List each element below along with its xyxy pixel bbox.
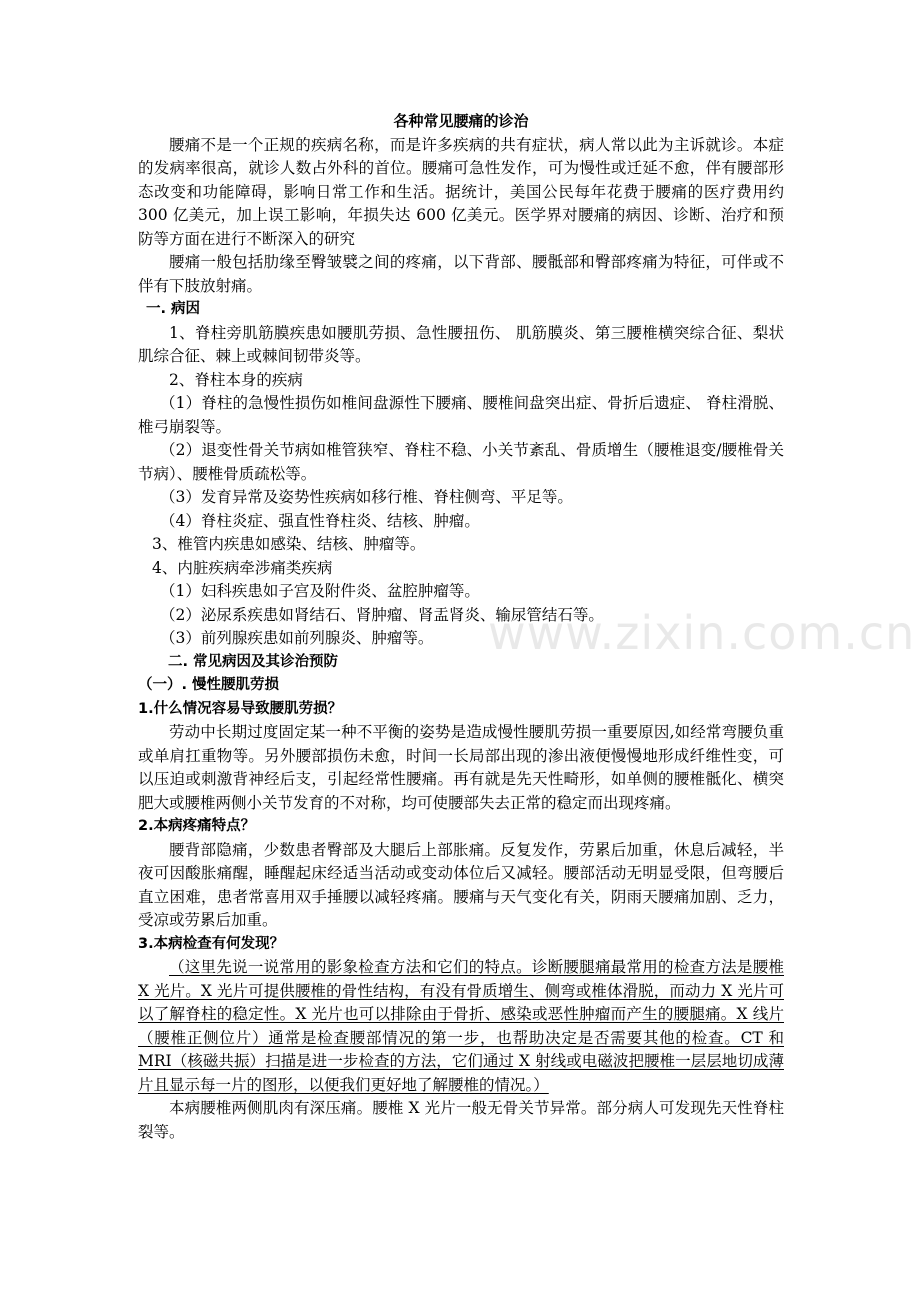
cause-item-4-1: （1）妇科疾患如子宫及附件炎、盆腔肿瘤等。 bbox=[160, 582, 480, 600]
document-body bbox=[138, 110, 784, 1144]
cause-item-4-3: （3）前列腺疾患如前列腺炎、肿瘤等。 bbox=[160, 629, 434, 647]
watermark: www.zixin.com.cn bbox=[488, 606, 916, 660]
cause-item-2-2: （2）退变性骨关节病如椎管狭窄、脊柱不稳、小关节紊乱、骨质增生（腰椎退变/腰椎骨关节病）、腰椎骨质疏松等。 bbox=[138, 441, 784, 483]
answer-3: 本病腰椎两侧肌肉有深压痛。腰椎 X 光片一般无骨关节异常。部分病人可发现先天性脊柱裂等。 bbox=[138, 1099, 784, 1141]
cause-item-2-3: （3）发育异常及姿势性疾病如移行椎、脊柱侧弯、平足等。 bbox=[160, 488, 573, 506]
question-3: 3.本病检查有何发现？ bbox=[138, 935, 285, 952]
cause-item-4: 4、内脏疾病牵涉痛类疾病 bbox=[152, 558, 333, 577]
cause-item-2-1: （1）脊柱的急慢性损伤如椎间盘源性下腰痛、腰椎间盘突出症、骨折后遗症、 脊柱滑脱、椎弓崩裂等。 bbox=[138, 394, 784, 436]
cause-item-2: 2、脊柱本身的疾病 bbox=[169, 370, 303, 389]
section-heading-common-causes: 二. 常见病因及其诊治预防 bbox=[168, 653, 339, 670]
answer-1: 劳动中长期过度固定某一种不平衡的姿势是造成慢性腰肌劳损一重要原因,如经常弯腰负重或单肩扛重物等。另外腰部损伤未愈，时间一长局部出现的渗出液便慢慢地形成纤维性变，可以压迫或刺激背神经后支，引起经常性腰痛。再有就是先天性畸形，如单侧的腰椎骶化、横突肥大或腰椎两侧小关节发育的不对称，均可使腰部失去正常的稳定而出现疼痛。 bbox=[138, 723, 784, 812]
cause-item-2-4: （4）脊柱炎症、强直性脊柱炎、结核、肿瘤。 bbox=[160, 511, 480, 530]
section-heading-causes: 一. 病因 bbox=[146, 301, 201, 317]
cause-item-1: 1、脊柱旁肌筋膜疾患如腰肌劳损、急性腰扭伤、 肌筋膜炎、第三腰椎横突综合征、梨状肌综合征、棘上或棘间韧带炎等。 bbox=[138, 323, 784, 365]
document-title: 各种常见腰痛的诊治 bbox=[393, 112, 529, 130]
cause-item-4-2: （2）泌尿系疾患如肾结石、肾肿瘤、肾盂肾炎、输尿管结石等。 bbox=[160, 605, 604, 624]
answer-2: 腰背部隐痛，少数患者臀部及大腿后上部胀痛。反复发作，劳累后加重，休息后减轻，半夜可因酸胀痛醒，睡醒起床经适当活动或变动体位后又减轻。腰部活动无明显受限，但弯腰后直立困难，患者常喜用双手捶腰以减轻疼痛。腰痛与天气变化有关，阴雨天腰痛加剧、乏力，受凉或劳累后加重。 bbox=[138, 840, 784, 929]
cause-item-3: 3、椎管内疾患如感染、结核、肿瘤等。 bbox=[152, 535, 426, 553]
question-1: 1.什么情况容易导致腰肌劳损？ bbox=[138, 700, 343, 717]
imaging-note: （这里先说一说常用的影象检查方法和它们的特点。诊断腰腿痛最常用的检查方法是腰椎 X 光片。X 光片可提供腰椎的骨性结构，有没有骨质增生、侧弯或椎体滑脱，而动力 X 光片可以了解脊柱的稳定性。X 光片也可以排除由于骨折、感染或恶性肿瘤而产生的腰腿痛。X 线片（腰椎正侧位片）通常是检查腰部情况的第一步，也帮助决定是否需要其他的检查。CT 和 MRI（核磁共振）扫描是进一步检查的方法，它们通过 X 射线或电磁波把腰椎一层层地切成薄片且显示每一片的图形，以便我们更好地了解腰椎的情况。） bbox=[138, 958, 784, 1094]
intro-paragraph-2: 腰痛一般包括肋缘至臀皱襞之间的疼痛，以下背部、腰骶部和臀部疼痛为特征，可伴或不伴有下肢放射痛。 bbox=[138, 253, 784, 295]
intro-paragraph-1: 腰痛不是一个正规的疾病名称，而是许多疾病的共有症状，病人常以此为主诉就诊。本症的发病率很高，就诊人数占外科的首位。腰痛可急性发作，可为慢性或迁延不愈，伴有腰部形态改变和功能障碍，影响日常工作和生活。据统计，美国公民每年花费于腰痛的医疗费用约 300 亿美元，加上误工影响，年损失达 600 亿美元。医学界对腰痛的病因、诊断、治疗和预防等方面在进行不断深入的研究 bbox=[138, 135, 784, 248]
question-2: 2.本病疼痛特点？ bbox=[138, 818, 256, 834]
subsection-heading-lumbar-strain: （一）. 慢性腰肌劳损 bbox=[138, 677, 280, 693]
